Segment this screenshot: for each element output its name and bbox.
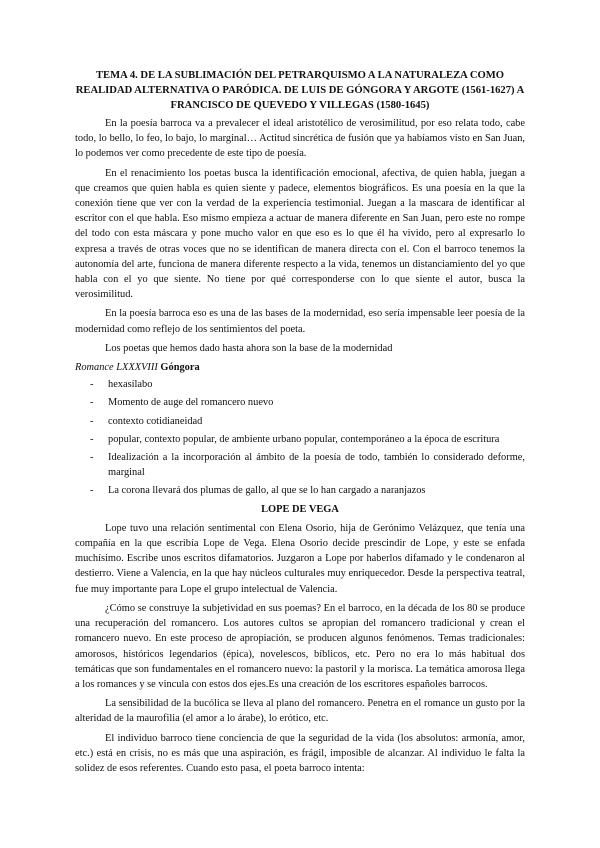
list-item [75,377,525,392]
list-item [75,395,525,410]
list-dash: - [90,415,94,427]
paragraph: Los poetas que hemos dado hasta ahora son la base de la modernidad [105,342,393,354]
paragraph: En la poesía barroca va a prevalecer el ideal aristotélico de verosimilitud, por eso relata todo, cabe todo, lo bello, lo feo, lo bajo, lo marginal… Actitud sincrética de fusión que ya habíamos visto en San Juan, lo podemos ver como precedente de este tipo de poesía. [75,118,525,160]
paragraph: ¿Cómo se construye la subjetividad en sus poemas? En el barroco, en la década de los 80 se produce una recuperación del romancero. Los autores cultos se apropian del romancero tradicional y crean el romancero nuevo. En este proceso de apropiación, se producen algunos fenómenos. Temas tradicionales: amorosos, históricos legendarios (épica), novelescos, bíblicos, etc. Pero no era lo más habitual dos temáticas que son fundamentales en el romancero nuevo: la pastoril y la morisca. La temática amorosa llega a los romances y se vincula con estos dos ejes.Es una creación de los escritores españoles barrocos. [75,602,525,690]
paragraph: La sensibilidad de la bucólica se lleva al plano del romancero. Penetra en el romance un gusto por la alteridad de la maurofilia (el amor a lo árabe), lo erótico, etc. [75,698,525,725]
list-dash: - [90,485,94,497]
romance-author: Góngora [160,362,200,374]
list-dash: - [90,379,94,391]
list-item-text: contexto cotidianeidad [108,415,203,427]
list-item [75,450,525,480]
romance-heading [75,360,525,375]
list-item-text: hexasílabo [108,379,153,391]
section-heading: LOPE DE VEGA [261,503,339,515]
list-item-text: Idealización a la incorporación al ámbito de la poesía de todo, también lo considerado deforme, marginal [108,452,525,479]
list-item-text: La corona llevará dos plumas de gallo, al que se lo han cargado a naranjazos [108,485,426,497]
list-item-text: popular, contexto popular, de ambiente urbano popular, contemporáneo a la época de escritura [108,433,500,445]
list-item [75,414,525,429]
list-item [75,432,525,447]
paragraph: En el renacimiento los poetas busca la identificación emocional, afectiva, de quien habla, juegan a que creamos que quien habla es quien siente y padece, elementos biográficos. Es una poesía en la que la conexión tiene que ver con la verdad de la experiencia testimonial. Juegan a la mascara de identificar al escritor con el que habla. Eso mismo empieza a actuar de manera diferente en San Juan, pero este no rompe del todo con esta máscara y pone mucho valor en que eso es lo que él ha vivido, pero al expresarlo lo expresa a través de otras voces que no se identifican de manera directa con el. Con el barroco tenemos la autonomía del arte, funciona de manera diferente respecto a la vida, tenemos un distanciamiento del yo que habla con el yo que siente. No tiene por qué corresponderse con lo que siente el autor, busca la verosimilitud. [75,167,525,301]
list-item [75,483,525,498]
romance-title: Romance LXXXVIII [75,362,158,374]
list-item-text: Momento de auge del romancero nuevo [108,397,274,409]
document-title: TEMA 4. DE LA SUBLIMACIÓN DEL PETRARQUISMO A LA NATURALEZA COMO REALIDAD ALTERNATIVA O PARÓDICA. DE LUIS DE GÓNGORA Y ARGOTE (1561-1627) A FRANCISCO DE QUEVEDO Y VILLEGAS (1580-1645) [75,70,525,111]
paragraph: En la poesía barroca eso es una de las bases de la modernidad, eso sería impensable leer poesía de la modernidad como reflejo de los sentimientos del poeta. [75,308,525,335]
list-dash: - [90,452,94,464]
paragraph: Lope tuvo una relación sentimental con Elena Osorio, hija de Gerónimo Velázquez, que tenía una compañía en la que escribía Lope de Vega. Elena Osorio decide prescindir de Lope, y este se enfada muchísimo. Escribe unos escritos difamatorios. Juzgaron a Lope por haberlos difamado y le condenaron al destierro. Viene a Valencia, en la que hay núcleos culturales muy enriquecedor. Desde la perspectiva teatral, fue muy importante para Lope el grupo intelectual de Valencia. [75,522,525,595]
list-dash: - [90,397,94,409]
paragraph: El individuo barroco tiene conciencia de que la seguridad de la vida (los absolutos: armonía, amor, etc.) está en crisis, no es más que una aspiración, es frágil, imposible de alcanzar. Al individuo le falta la solidez de esos referentes. Cuando esto pasa, el poeta barroco intenta: [75,732,525,774]
feature-list [75,377,525,498]
list-dash: - [90,433,94,445]
